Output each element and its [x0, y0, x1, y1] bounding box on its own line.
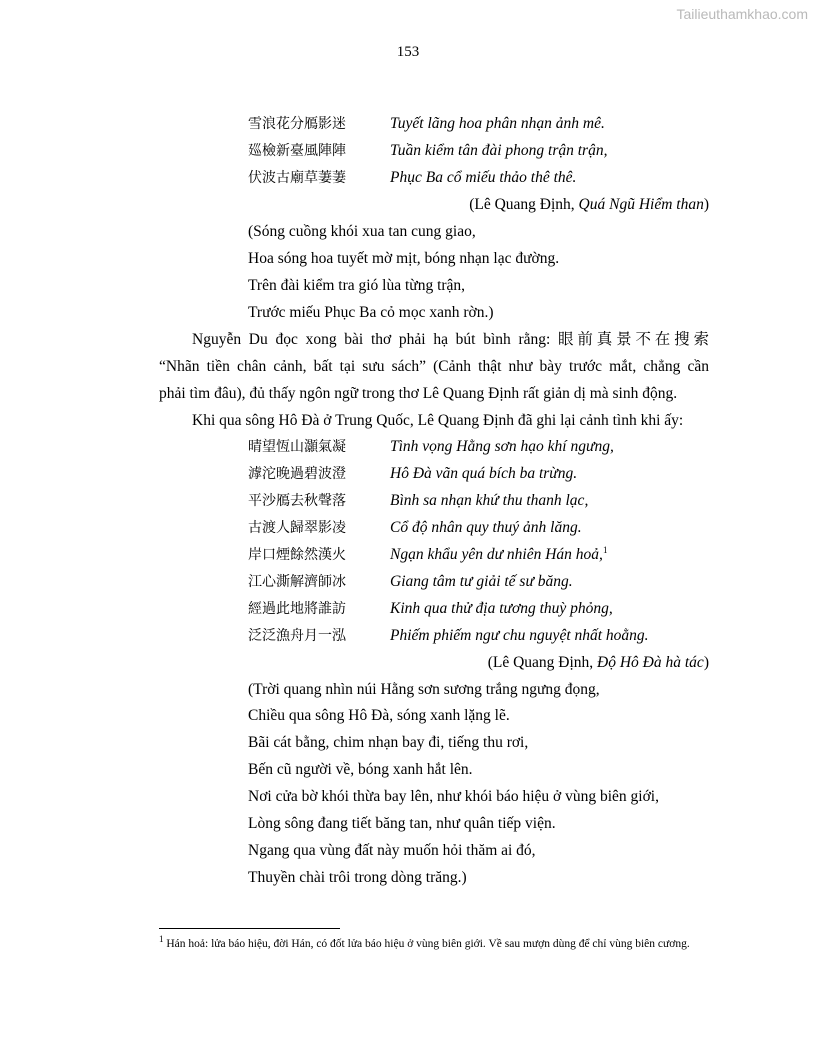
footnote: [159, 934, 711, 951]
poem2-attribution-work: Độ Hô Đà hà tác: [597, 654, 704, 671]
poem2-attribution-close: ): [703, 654, 709, 671]
poem2-viet-line-8: Phiếm phiếm ngư chu nguyệt nhất hoằng.: [390, 627, 649, 644]
poem2-translation-line-3: Bãi cát bằng, chim nhạn bay đi, tiếng thu rơi,: [248, 734, 529, 751]
poem2-viet-line-7: Kinh qua thử địa tương thuỳ phỏng,: [390, 600, 613, 617]
poem2-han-line-6: 江心澌解濟師冰: [248, 574, 346, 590]
poem2-translation-line-7: Ngang qua vùng đất này muốn hỏi thăm ai đó,: [248, 842, 536, 859]
poem1-attribution-author: (Lê Quang Định,: [469, 196, 579, 213]
poem2-viet-line-1: Tình vọng Hằng sơn hạo khí ngưng,: [390, 438, 614, 455]
poem2-han-line-4: 古渡人歸翠影凌: [248, 520, 346, 536]
poem1-han-line-3: 伏波古廟草萋萋: [248, 170, 346, 186]
poem1-viet-line-2: Tuần kiểm tân đài phong trận trận,: [390, 142, 608, 159]
poem1-translation-line-2: Hoa sóng hoa tuyết mờ mịt, bóng nhạn lạc đường.: [248, 250, 560, 267]
paragraph-1-line-3: phải tìm đâu), đủ thấy ngôn ngữ trong thơ Lê Quang Định rất giản dị mà sinh động.: [159, 385, 678, 402]
paragraph-1-line-2: “Nhãn tiền chân cảnh, bất tại sưu sách” (Cảnh thật như bày trước mắt, chẳng cần: [159, 358, 709, 375]
poem2-viet-line-5-text: Ngạn khẩu yên dư nhiên Hán hoả,: [390, 546, 603, 563]
poem2-viet-line-2: Hô Đà vãn quá bích ba trừng.: [390, 465, 578, 482]
poem1-han-line-1: 雪浪花分鴈影迷: [248, 116, 346, 132]
poem2-translation-line-6: Lòng sông đang tiết băng tan, như quân tiếp viện.: [248, 815, 556, 832]
poem2-han-line-2: 滹沱晚過碧波澄: [248, 466, 346, 482]
paragraph-2: Khi qua sông Hô Đà ở Trung Quốc, Lê Quang Định đã ghi lại cảnh tình khi ấy:: [192, 412, 684, 429]
poem1-translation-line-1: (Sóng cuồng khói xua tan cung giao,: [248, 223, 476, 240]
poem1-translation-line-3: Trên đài kiểm tra gió lùa từng trận,: [248, 277, 466, 294]
poem2-han-line-5: 岸口煙餘然漢火: [248, 547, 346, 563]
footnote-divider: [159, 928, 340, 929]
poem2-translation-line-8: Thuyền chài trôi trong dòng trăng.): [248, 869, 467, 886]
poem1-translation-line-4: Trước miếu Phục Ba cỏ mọc xanh rờn.): [248, 304, 494, 321]
poem2-attribution-author: (Lê Quang Định,: [487, 654, 598, 671]
poem1-attribution-close: ): [703, 196, 709, 213]
page-number: 153: [396, 44, 420, 60]
poem2-han-line-7: 經過此地將誰訪: [248, 601, 346, 617]
footnote-text: Hán hoả: lửa báo hiệu, đời Hán, có đốt lửa báo hiệu ở vùng biên giới. Về sau mượn dùng để chỉ vùng biên cương.: [166, 938, 690, 950]
poem2-han-line-3: 平沙鴈去秋聲落: [248, 493, 346, 509]
poem1-viet-line-3: Phục Ba cổ miếu thảo thê thê.: [390, 169, 577, 186]
paragraph-1-line-1: Nguyễn Du đọc xong bài thơ phải hạ bút bình rằng: 眼前真景不在搜索: [192, 331, 709, 348]
poem1-attribution: [469, 196, 709, 214]
watermark: Tailieuthamkhao.com: [676, 6, 808, 22]
footnote-marker: 1: [159, 934, 164, 945]
poem2-viet-line-3: Bình sa nhạn khứ thu thanh lạc,: [390, 492, 589, 509]
poem1-viet-line-1: Tuyết lãng hoa phân nhạn ảnh mê.: [390, 115, 605, 132]
poem2-viet-line-4: Cổ độ nhân quy thuý ảnh lăng.: [390, 519, 582, 536]
poem1-attribution-work: Quá Ngũ Hiểm than: [578, 196, 704, 213]
poem1-han-line-2: 廵檢新臺風陣陣: [248, 143, 346, 159]
poem2-attribution: [488, 654, 709, 672]
poem2-han-line-1: 晴望恆山灝氣凝: [248, 439, 346, 455]
poem2-han-line-8: 泛泛漁舟月一泓: [248, 628, 346, 644]
footnote-ref[interactable]: 1: [602, 544, 608, 555]
poem2-viet-line-6: Giang tâm tư giải tế sư băng.: [390, 573, 573, 590]
poem2-translation-line-2: Chiều qua sông Hô Đà, sóng xanh lặng lẽ.: [248, 707, 510, 724]
poem2-viet-line-5: [390, 546, 607, 564]
poem2-translation-line-5: Nơi cửa bờ khói thừa bay lên, như khói báo hiệu ở vùng biên giới,: [248, 788, 659, 805]
poem2-translation-line-4: Bến cũ người về, bóng xanh hắt lên.: [248, 761, 473, 778]
poem2-translation-line-1: (Trời quang nhìn núi Hằng sơn sương trắng ngưng đọng,: [248, 681, 600, 698]
